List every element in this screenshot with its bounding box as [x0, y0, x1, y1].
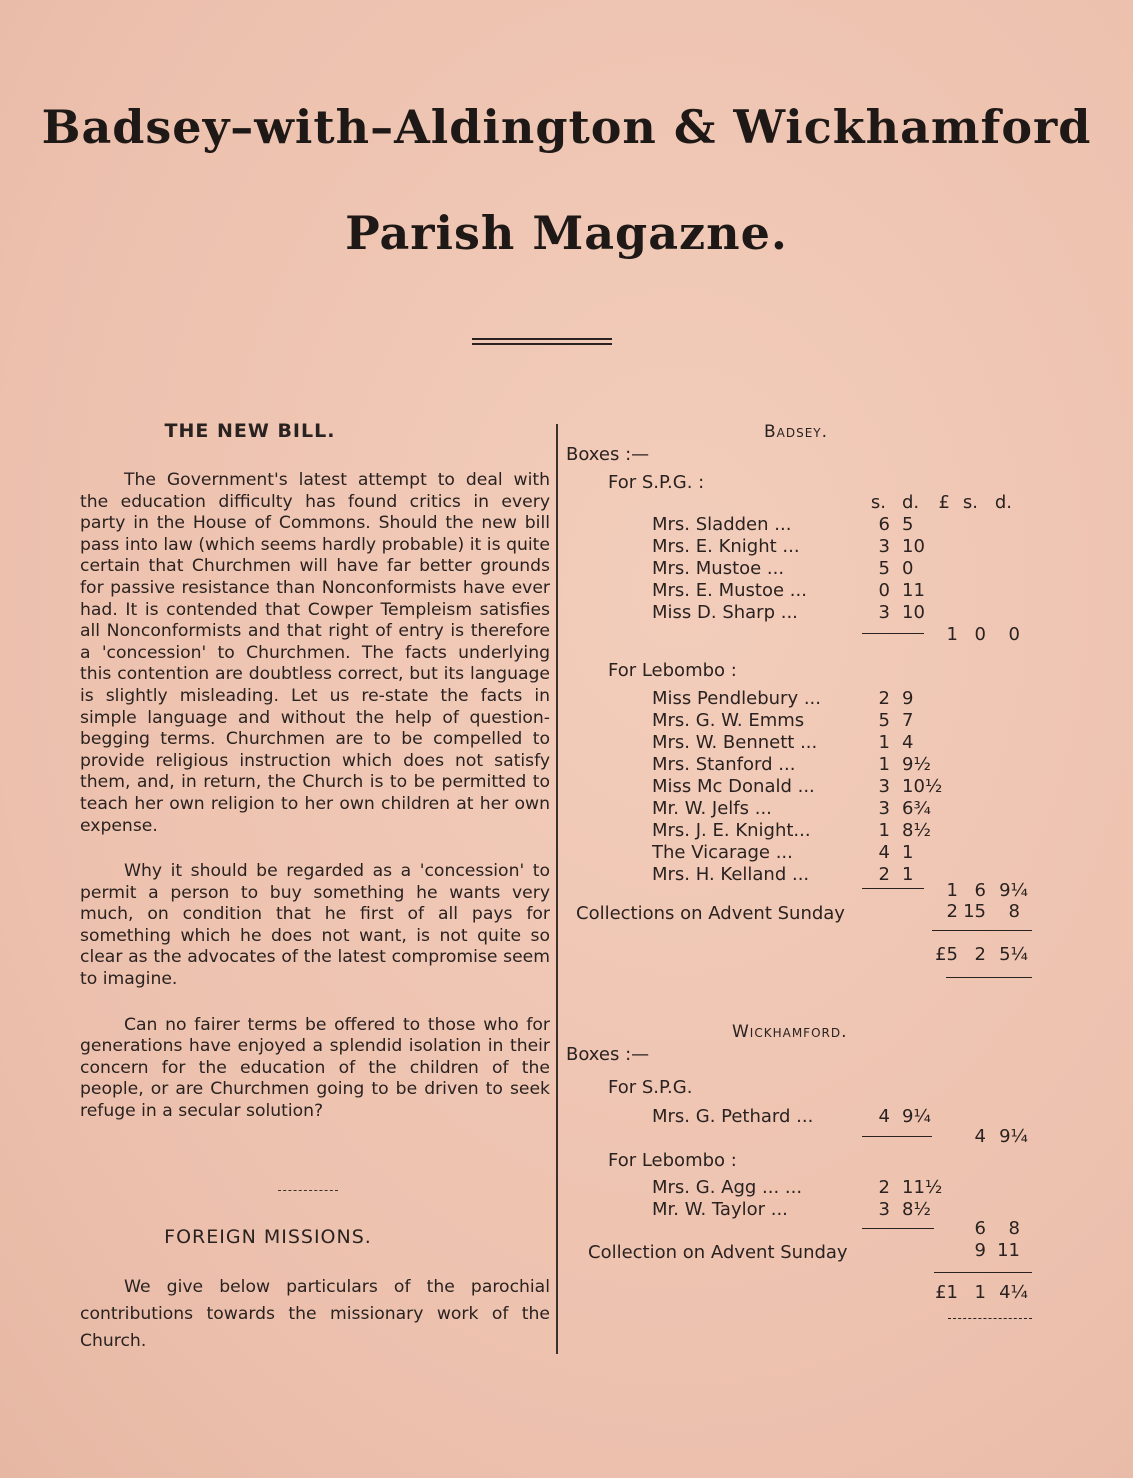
badsey-lebombo-total-d: 9¼	[999, 880, 1028, 901]
list-item: Mrs. G. W. Emms	[652, 710, 805, 731]
badsey-heading: Badsey.	[764, 422, 829, 442]
magazine-title-line2: Parish Magazne.	[345, 206, 788, 260]
list-item: 4	[878, 1106, 890, 1127]
list-item: 8½	[902, 1199, 931, 1220]
badsey-grand-total-s: 2	[974, 944, 986, 965]
wickhamford-lebombo-total-s: 6	[974, 1218, 986, 1239]
list-item: 3	[878, 536, 890, 557]
list-item: Mrs. G. Pethard ...	[652, 1106, 814, 1127]
wickhamford-spg-total-s: 4	[974, 1126, 986, 1147]
list-item: 6¾	[902, 798, 931, 819]
col-header-s2: s.	[962, 492, 978, 513]
wickhamford-grand-total-s: 1	[974, 1282, 986, 1303]
subtotal-rule	[862, 633, 924, 634]
list-item: 5	[902, 514, 914, 535]
section-separator	[278, 1190, 338, 1191]
subtotal-rule	[862, 1228, 934, 1229]
badsey-spg-total-d: 0	[1008, 624, 1020, 645]
list-item: 1	[902, 864, 914, 885]
badsey-boxes-label: Boxes :—	[566, 444, 650, 465]
foreign-missions-heading: FOREIGN MISSIONS.	[164, 1226, 372, 1248]
col-header-d: d.	[902, 492, 920, 513]
subtotal-rule	[862, 888, 924, 889]
total-rule-top	[934, 1272, 1032, 1273]
list-item: 3	[878, 602, 890, 623]
wickhamford-collection-d: 11	[997, 1240, 1020, 1261]
list-item: 11	[902, 580, 925, 601]
list-item: Mr. W. Taylor ...	[652, 1199, 788, 1220]
wickhamford-collection-label: Collection on Advent Sunday	[588, 1242, 848, 1263]
list-item: 9½	[902, 754, 931, 775]
list-item: 3	[878, 1199, 890, 1220]
new-bill-paragraph-1: The Government's latest attempt to deal with the education difficulty has found critics in every party in the House of Commons. Should the new bill pass into law (which seems hardly probable) it is quite certain that Churchmen will have far better grounds for passive resistance than Nonconformists have ever had. It is contended that Cowper Templeism satisfies all Nonconformists and that right of entry is therefore a 'concession' to Churchmen. The facts underlying this contention are doubtless correct, but its language is slightly misleading. Let us re-state the facts in simple language and without the help of question-begging terms. Churchmen are to be compelled to provide religious instruction which does not satisfy them, and, in return, the Church is to be permitted to teach her own religion to her own children at her own expense.	[80, 470, 550, 836]
list-item: 10	[902, 602, 925, 623]
list-item: Mrs. Mustoe ...	[652, 558, 785, 579]
list-item: 3	[878, 776, 890, 797]
list-item: 7	[902, 710, 914, 731]
wickhamford-heading: Wickhamford.	[732, 1022, 848, 1042]
list-item: 1	[878, 820, 890, 841]
badsey-collection-label: Collections on Advent Sunday	[576, 903, 845, 924]
list-item: 1	[878, 754, 890, 775]
col-header-d2: d.	[994, 492, 1012, 513]
magazine-title-line1: Badsey–with–Aldington & Wickhamford	[41, 100, 1092, 154]
new-bill-heading: THE NEW BILL.	[164, 420, 336, 442]
list-item: Mrs. G. Agg ... ...	[652, 1177, 803, 1198]
list-item: Mrs. E. Mustoe ...	[652, 580, 807, 601]
wickhamford-lebombo-total-d: 8	[1008, 1218, 1020, 1239]
list-item: 8½	[902, 820, 931, 841]
list-item: Miss D. Sharp ...	[652, 602, 798, 623]
wickhamford-collection-s: 9	[974, 1240, 986, 1261]
list-item: 4	[902, 732, 914, 753]
badsey-collection-pound: 2	[946, 901, 958, 922]
list-item: Miss Pendlebury ...	[652, 688, 821, 709]
wickhamford-grand-total-pound: £1	[935, 1282, 958, 1303]
left-column	[80, 420, 550, 1123]
col-header-s: s.	[870, 492, 886, 513]
list-item: 9¼	[902, 1106, 931, 1127]
list-item: 1	[902, 842, 914, 863]
list-item: Mr. W. Jelfs ...	[652, 798, 772, 819]
list-item: 5	[878, 710, 890, 731]
badsey-grand-total-d: 5¼	[999, 944, 1028, 965]
column-divider	[556, 424, 558, 1354]
wickhamford-spg-label: For S.P.G.	[608, 1077, 693, 1098]
col-header-pound: £	[938, 492, 950, 513]
list-item: Mrs. E. Knight ...	[652, 536, 800, 557]
list-item: Mrs. H. Kelland ...	[652, 864, 810, 885]
wickhamford-spg-total-d: 9¼	[999, 1126, 1028, 1147]
list-item: 3	[878, 798, 890, 819]
total-rule-top	[932, 930, 1032, 931]
total-rule-bottom	[948, 1318, 1032, 1319]
list-item: Miss Mc Donald ...	[652, 776, 815, 797]
badsey-collection-d: 8	[1008, 901, 1020, 922]
badsey-grand-total-pound: £5	[935, 944, 958, 965]
badsey-lebombo-total-s: 6	[974, 880, 986, 901]
badsey-spg-total-pound: 1	[946, 624, 958, 645]
list-item: 5	[878, 558, 890, 579]
list-item: 0	[878, 580, 890, 601]
badsey-collection-s: 15	[963, 901, 986, 922]
list-item: 9	[902, 688, 914, 709]
list-item: Mrs. Sladden ...	[652, 514, 792, 535]
badsey-spg-label: For S.P.G. :	[608, 472, 705, 493]
list-item: 10	[902, 536, 925, 557]
list-item: 2	[878, 1177, 890, 1198]
list-item: 2	[878, 688, 890, 709]
list-item: 2	[878, 864, 890, 885]
title-double-rule	[472, 338, 612, 345]
wickhamford-grand-total-d: 4¼	[999, 1282, 1028, 1303]
wickhamford-lebombo-label: For Lebombo :	[608, 1150, 737, 1171]
list-item: Mrs. J. E. Knight...	[652, 820, 811, 841]
list-item: The Vicarage ...	[652, 842, 793, 863]
badsey-lebombo-total-pound: 1	[946, 880, 958, 901]
wickhamford-boxes-label: Boxes :—	[566, 1044, 650, 1065]
list-item: 6	[878, 514, 890, 535]
list-item: 4	[878, 842, 890, 863]
subtotal-rule	[862, 1136, 932, 1137]
new-bill-paragraph-2: Why it should be regarded as a 'concession' to permit a person to buy something he wants very much, on condition that he first of all pays for something which he does not want, is not quite so clear as the advocates of the latest compromise seem to imagine.	[80, 861, 550, 990]
list-item: 1	[878, 732, 890, 753]
total-rule-bottom	[946, 977, 1032, 978]
list-item: Mrs. W. Bennett ...	[652, 732, 818, 753]
list-item: Mrs. Stanford ...	[652, 754, 796, 775]
list-item: 10½	[902, 776, 943, 797]
badsey-lebombo-label: For Lebombo :	[608, 660, 737, 681]
list-item: 0	[902, 558, 914, 579]
list-item: 11½	[902, 1177, 943, 1198]
new-bill-paragraph-3: Can no fairer terms be offered to those who for generations have enjoyed a splendid isolation in their concern for the education of the children of the people, or are Churchmen going to be driven to seek refuge in a secular solution?	[80, 1014, 550, 1122]
badsey-spg-total-s: 0	[974, 624, 986, 645]
foreign-missions-paragraph: We give below particulars of the parochial contributions towards the missionary work of the Church.	[80, 1277, 550, 1351]
